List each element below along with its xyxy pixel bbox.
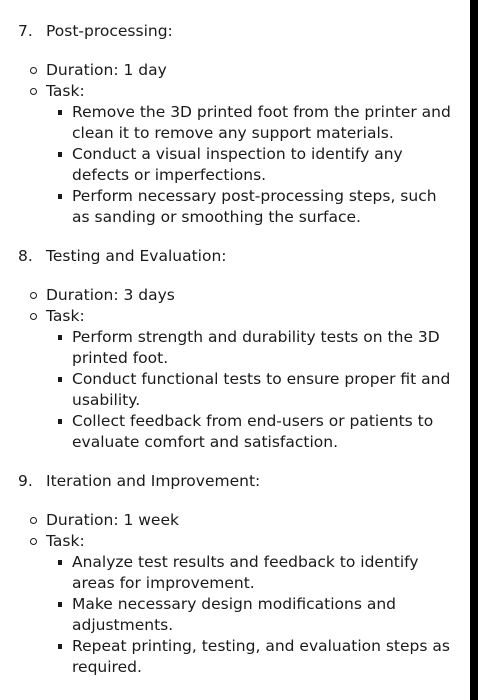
task-label: Task: bbox=[46, 82, 85, 100]
square-bullet-icon bbox=[58, 335, 62, 340]
circle-bullet-icon bbox=[30, 313, 37, 320]
task-text: Perform necessary post-processing steps, such as sanding or smoothing the surface. bbox=[72, 187, 437, 226]
section-number: 8. bbox=[18, 247, 33, 265]
square-bullet-icon bbox=[58, 560, 62, 565]
square-bullet-icon bbox=[58, 644, 62, 649]
task-list-item bbox=[72, 102, 458, 144]
section-title: Testing and Evaluation: bbox=[46, 247, 227, 265]
task-item bbox=[46, 81, 85, 102]
section-number: 9. bbox=[18, 472, 33, 490]
section-heading bbox=[18, 246, 227, 267]
task-list-item bbox=[72, 144, 458, 186]
task-list-item bbox=[72, 186, 458, 228]
task-item bbox=[46, 531, 85, 552]
task-text: Repeat printing, testing, and evaluation steps as required. bbox=[72, 637, 450, 676]
square-bullet-icon bbox=[58, 602, 62, 607]
square-bullet-icon bbox=[58, 419, 62, 424]
task-list-item bbox=[72, 552, 458, 594]
duration-text: Duration: 1 week bbox=[46, 511, 179, 529]
square-bullet-icon bbox=[58, 194, 62, 199]
square-bullet-icon bbox=[58, 377, 62, 382]
task-text: Conduct a visual inspection to identify any defects or imperfections. bbox=[72, 145, 403, 184]
task-text: Collect feedback from end-users or patients to evaluate comfort and satisfaction. bbox=[72, 412, 434, 451]
task-text: Conduct functional tests to ensure proper fit and usability. bbox=[72, 370, 451, 409]
task-text: Perform strength and durability tests on the 3D printed foot. bbox=[72, 328, 440, 367]
circle-bullet-icon bbox=[30, 67, 37, 74]
duration-text: Duration: 1 day bbox=[46, 61, 167, 79]
square-bullet-icon bbox=[58, 110, 62, 115]
duration-text: Duration: 3 days bbox=[46, 286, 175, 304]
section-title: Iteration and Improvement: bbox=[46, 472, 261, 490]
task-text: Analyze test results and feedback to identify areas for improvement. bbox=[72, 553, 419, 592]
circle-bullet-icon bbox=[30, 292, 37, 299]
duration-item bbox=[46, 60, 167, 81]
section-title: Post-processing: bbox=[46, 22, 173, 40]
duration-item bbox=[46, 285, 175, 306]
section-heading bbox=[18, 21, 173, 42]
task-label: Task: bbox=[46, 532, 85, 550]
circle-bullet-icon bbox=[30, 538, 37, 545]
task-list-item bbox=[72, 327, 458, 369]
task-list-item bbox=[72, 594, 458, 636]
square-bullet-icon bbox=[58, 152, 62, 157]
task-text: Remove the 3D printed foot from the printer and clean it to remove any support materials. bbox=[72, 103, 451, 142]
task-list-item bbox=[72, 369, 458, 411]
circle-bullet-icon bbox=[30, 517, 37, 524]
task-text: Make necessary design modifications and adjustments. bbox=[72, 595, 397, 634]
circle-bullet-icon bbox=[30, 88, 37, 95]
duration-item bbox=[46, 510, 179, 531]
task-list-item bbox=[72, 636, 458, 678]
task-label: Task: bbox=[46, 307, 85, 325]
task-item bbox=[46, 306, 85, 327]
section-number: 7. bbox=[18, 22, 33, 40]
task-list-item bbox=[72, 411, 458, 453]
section-heading bbox=[18, 471, 260, 492]
